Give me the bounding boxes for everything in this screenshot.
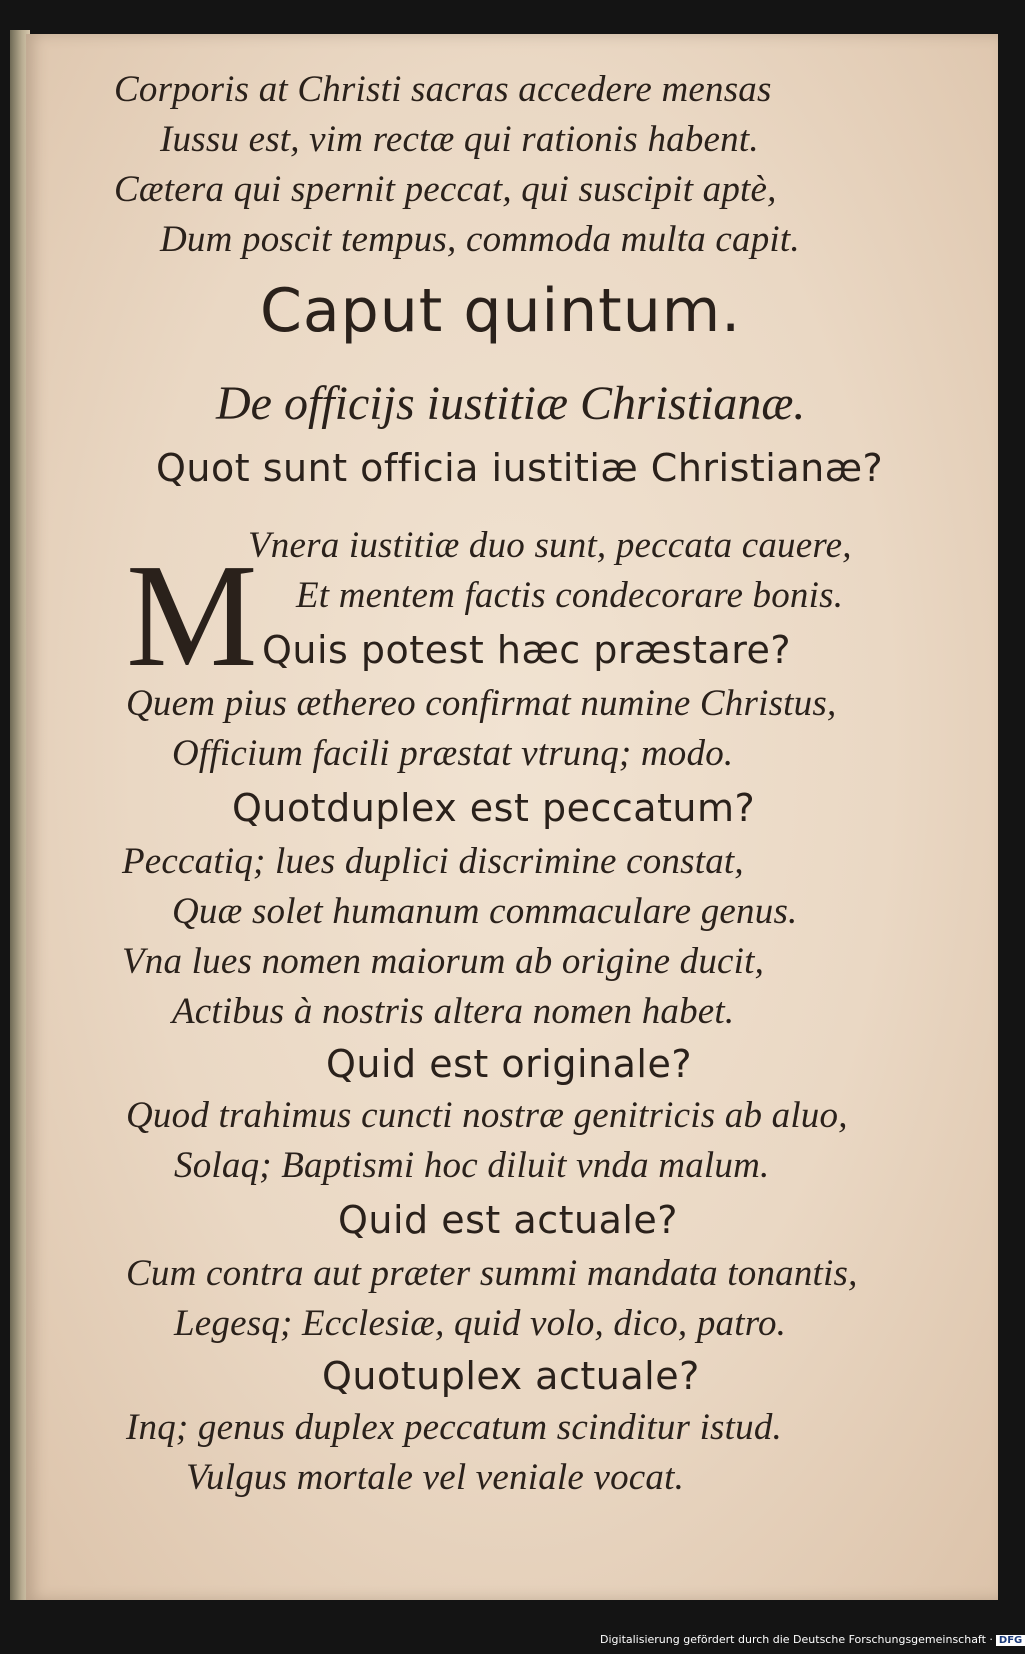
verse-line: Quem pius æthereo confirmat numine Christus,: [126, 683, 837, 724]
question-heading: Quotduplex est peccatum?: [232, 786, 756, 830]
digitization-credit: [600, 1633, 1025, 1646]
question-heading: Quid est actuale?: [338, 1198, 678, 1242]
verse-line: Actibus à nostris altera nomen habet.: [172, 991, 735, 1032]
verse-line: Vulgus mortale vel veniale vocat.: [186, 1457, 685, 1498]
verse-line: Quæ solet humanum commaculare genus.: [172, 891, 798, 932]
verse-line: Et mentem factis condecorare bonis.: [296, 575, 844, 616]
verse-line: Quod trahimus cuncti nostræ genitricis ab aluo,: [126, 1095, 848, 1136]
verse-line: Legesq; Ecclesiæ, quid volo, dico, patro.: [174, 1303, 787, 1344]
book-page: [26, 34, 998, 1600]
credit-text: Digitalisierung gefördert durch die Deutsche Forschungsgemeinschaft ·: [600, 1633, 993, 1646]
chapter-title: Caput quintum.: [260, 276, 742, 346]
question-heading: Quot sunt officia iustitiæ Christianæ?: [156, 446, 884, 490]
verse-line: Vnera iustitiæ duo sunt, peccata cauere,: [248, 525, 852, 566]
verse-line: Inq; genus duplex peccatum scinditur istud.: [126, 1407, 782, 1448]
verse-line: Vna lues nomen maiorum ab origine ducit,: [122, 941, 765, 982]
question-heading: Quid est originale?: [326, 1042, 692, 1086]
chapter-subtitle: De officijs iustitiæ Christianæ.: [216, 377, 806, 430]
verse-line: Cætera qui spernit peccat, qui suscipit aptè,: [114, 169, 777, 210]
verse-line: Cum contra aut præter summi mandata tonantis,: [126, 1253, 858, 1294]
drop-cap: M: [126, 534, 258, 698]
question-heading: Quotuplex actuale?: [322, 1354, 700, 1398]
dfg-logo: DFG: [996, 1635, 1025, 1646]
verse-line: Peccatiq; lues duplici discrimine constat,: [122, 841, 744, 882]
question-heading: Quis potest hæc præstare?: [262, 628, 792, 672]
verse-line: Iussu est, vim rectæ qui rationis habent.: [160, 119, 759, 160]
verse-line: Officium facili præstat vtrunq; modo.: [172, 733, 734, 774]
verse-line: Solaq; Baptismi hoc diluit vnda malum.: [174, 1145, 770, 1186]
verse-line: Corporis at Christi sacras accedere mensas: [114, 69, 772, 110]
verse-line: Dum poscit tempus, commoda multa capit.: [160, 219, 800, 260]
